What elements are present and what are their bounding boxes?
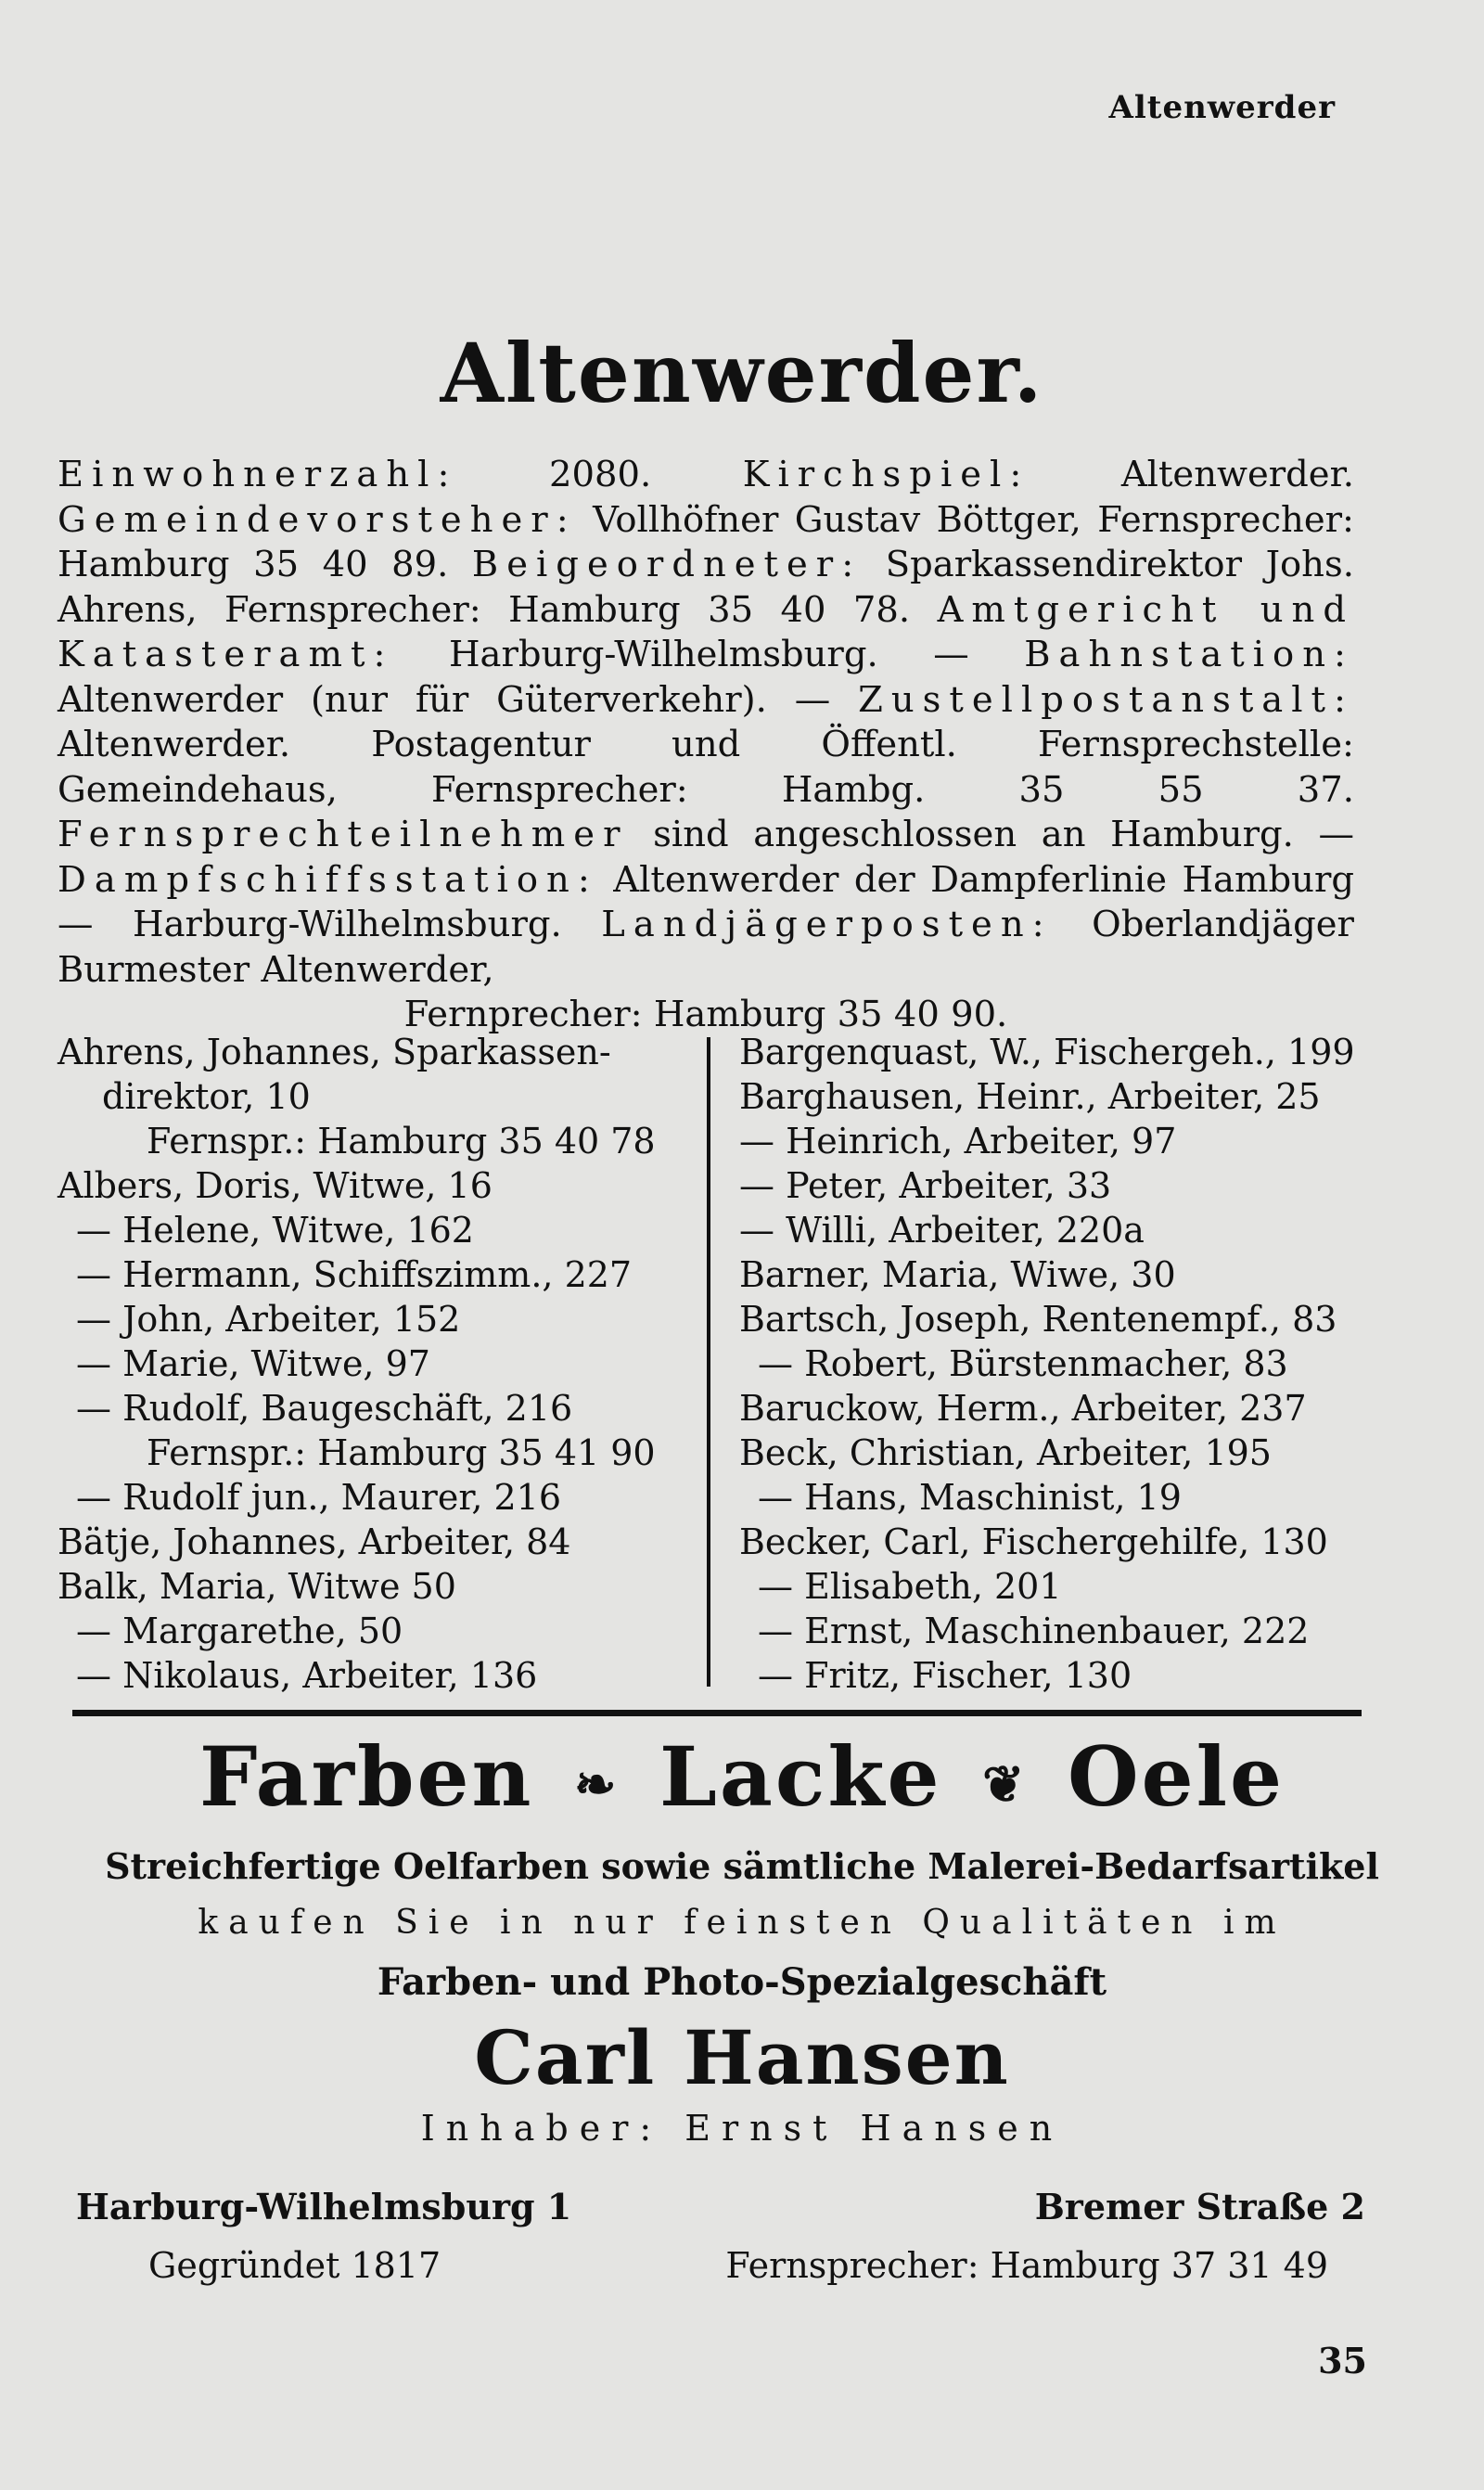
landjaegerposten-phone: Fernprecher: Hamburg 35 40 90. (403, 994, 1008, 1035)
ad-founded: Gegründet 1817 (148, 2245, 441, 2286)
list-item: — Fritz, Fischer, 130 (758, 1655, 1132, 1696)
bahnstation-value: Altenwerder (nur für Güterverkehr). — (58, 678, 831, 721)
list-item: — Marie, Witwe, 97 (76, 1343, 430, 1384)
list-item: Fernspr.: Hamburg 35 40 78 (147, 1121, 656, 1162)
label-beigeordneter: Beigeordneter: (471, 544, 863, 585)
list-item: — Peter, Arbeiter, 33 (739, 1165, 1112, 1206)
column-divider (707, 1037, 710, 1687)
ad-word-farben: Farben (198, 1728, 534, 1825)
einwohnerzahl-value: 2080. (548, 454, 652, 495)
zustellpostanstalt-value: Altenwerder. Postagentur und Öffentl. Fernsprechstelle: Gemeindehaus, Fernsprecher: Hambg. 35 55 37. (58, 724, 1354, 811)
list-item: — Ernst, Maschinenbauer, 222 (758, 1611, 1310, 1651)
list-item: Bargenquast, W., Fischergeh., 199 (739, 1032, 1355, 1072)
left-column (58, 1030, 688, 1698)
running-head: Altenwerder (1108, 89, 1336, 126)
list-item: — Rudolf, Baugeschäft, 216 (76, 1388, 573, 1429)
list-item: Becker, Carl, Fischergehilfe, 130 (739, 1521, 1328, 1562)
list-item: — Hermann, Schiffszimm., 227 (76, 1254, 633, 1295)
ornament-icon: ❦ (982, 1754, 1028, 1814)
label-kirchspiel: Kirchspiel: (742, 454, 1030, 495)
ad-street: Bremer Straße 2 (1034, 2186, 1365, 2227)
kirchspiel-value: Altenwerder. (1120, 454, 1354, 495)
list-item: — Robert, Bürstenmacher, 83 (758, 1343, 1288, 1384)
advertisement (0, 1726, 1484, 2154)
list-item: — Rudolf jun., Maurer, 216 (76, 1477, 562, 1518)
dampfschiffsstation-value: Altenwerder der Dampferlinie Hamburg — Harburg-Wilhelmsburg. (58, 858, 1354, 945)
list-item: direktor, 10 (102, 1076, 311, 1117)
ad-company-name: Carl Hansen (474, 2014, 1010, 2101)
ad-headline (0, 1726, 1484, 1835)
intro-paragraph (58, 453, 1354, 1038)
resident-listing (58, 1030, 1354, 1698)
list-item: — John, Arbeiter, 152 (76, 1299, 461, 1340)
ad-phone: Fernsprecher: Hamburg 37 31 49 (725, 2245, 1328, 2286)
label-zustellpostanstalt: Zustellpostanstalt: (858, 678, 1355, 721)
list-item: — Willi, Arbeiter, 220a (739, 1210, 1145, 1251)
label-bahnstation: Bahnstation: (1024, 634, 1354, 675)
list-item: Beck, Christian, Arbeiter, 195 (739, 1432, 1272, 1473)
ad-subline: kaufen Sie in nur feinsten Qualitäten im (198, 1904, 1286, 1942)
page-title: Altenwerder. (440, 325, 1044, 421)
label-dampfschiffsstation: Dampfschiffsstation: (58, 858, 598, 901)
ad-tagline: Streichfertige Oelfarben sowie sämtliche Malerei-Bedarfsartikel (105, 1845, 1379, 1887)
ad-owner: Inhaber: Ernst Hansen (420, 2108, 1064, 2149)
list-item: — Nikolaus, Arbeiter, 136 (76, 1655, 538, 1696)
ad-word-lacke: Lacke (659, 1728, 942, 1825)
amtsgericht-value: Harburg-Wilhelmsburg. — (448, 634, 969, 675)
beigeordneter-value: Sparkassendirektor Johs. Ahrens, Fernsprecher: Hamburg 35 40 78. (58, 544, 1354, 631)
label-einwohnerzahl: Einwohnerzahl: (58, 454, 458, 495)
section-rule (72, 1710, 1362, 1716)
list-item: Albers, Doris, Witwe, 16 (58, 1165, 493, 1206)
list-item: — Elisabeth, 201 (758, 1566, 1062, 1607)
page-number: 35 (1318, 2340, 1367, 2381)
list-item: — Hans, Maschinist, 19 (758, 1477, 1182, 1518)
list-item: Bätje, Johannes, Arbeiter, 84 (58, 1521, 571, 1562)
list-item: Bartsch, Joseph, Rentenempf., 83 (739, 1299, 1337, 1340)
right-column (739, 1030, 1361, 1698)
label-fernsprechteilnehmer: Fernsprechteilnehmer (58, 814, 629, 855)
ad-word-oele: Oele (1067, 1728, 1286, 1825)
list-item: Baruckow, Herm., Arbeiter, 237 (739, 1388, 1307, 1429)
list-item: — Helene, Witwe, 162 (76, 1210, 474, 1251)
label-amtsgericht: Amtgericht und Katasteramt: (58, 588, 1354, 675)
list-item: Barner, Maria, Wiwe, 30 (739, 1254, 1176, 1295)
list-item: Barghausen, Heinr., Arbeiter, 25 (739, 1076, 1321, 1117)
label-gemeindevorsteher: Gemeindevorsteher: (58, 498, 577, 541)
gemeindevorsteher-value: Vollhöfner Gustav Böttger, Fernsprecher: Hamburg 35 40 89. (58, 498, 1354, 585)
landjaegerposten-value: Oberlandjäger Burmester Altenwerder, (58, 904, 1354, 991)
list-item: — Margarethe, 50 (76, 1611, 403, 1651)
ornament-icon: ❧ (574, 1754, 620, 1814)
label-landjaegerposten: Landjägerposten: (601, 904, 1053, 945)
fernsprechteilnehmer-value: sind angeschlossen an Hamburg. — (653, 814, 1354, 855)
ad-shop-type: Farben- und Photo-Spezialgeschäft (377, 1960, 1107, 2004)
list-item: Ahrens, Johannes, Sparkassen- (58, 1032, 611, 1072)
ad-city: Harburg-Wilhelmsburg 1 (76, 2186, 572, 2227)
list-item: — Heinrich, Arbeiter, 97 (739, 1121, 1177, 1162)
list-item: Balk, Maria, Witwe 50 (58, 1566, 456, 1607)
list-item: Fernspr.: Hamburg 35 41 90 (147, 1432, 656, 1473)
